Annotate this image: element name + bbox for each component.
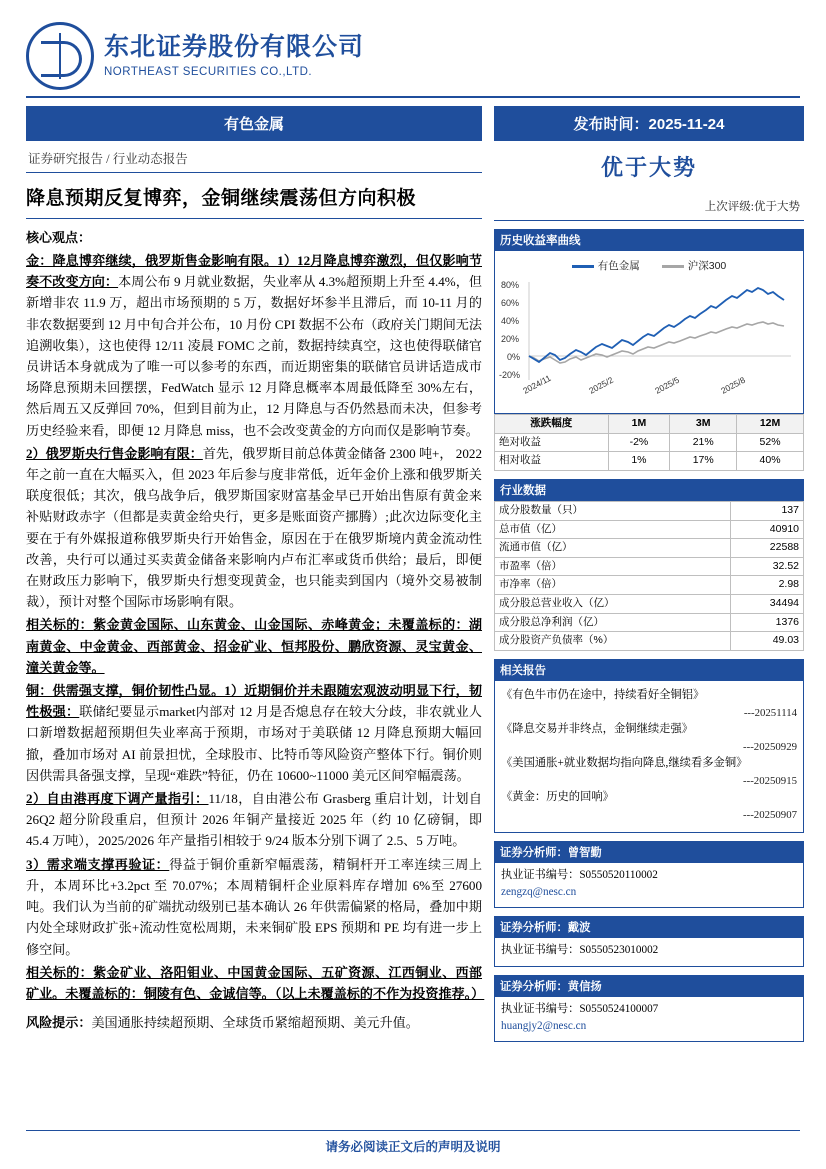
returns-header-row	[495, 415, 804, 434]
returns-row-0-1m: -2%	[608, 433, 670, 452]
paragraph-copper-2	[26, 788, 482, 852]
paragraph-gold-1-body: 本周公布 9 月就业数据，失业率从 4.3%超预期上升至 4.4%，但新增非农 11.9 万，超出市场预期的 5 万，数据好坏参半且滞后，而 10-11 月的非农数据要到 12 月中旬合并公布，10 月份 CPI 数据不公布（政府关门期间无法追溯收集），这也使得 12/11 凌晨 FOMC 之前，数据持续真空，这也使得联储官员讲话本身就成为了唯一可以参考的东西，而近期密集的联储官员讲话造成市场降息预期未回摆摆，FedWatch 显示 12 月降息概率本周最低降至 30%左右，然后周五又反弹回 70%，但到目前为止，12 月降息与否仍然悬而未决，但参考历史经验来看，即便 12 月降息 miss，也不会改变黄金的方向而仅是影响节奏。	[26, 274, 482, 438]
paragraph-copper-targets	[26, 962, 485, 1004]
legend-item-industry	[572, 258, 640, 273]
related-reports-list	[494, 681, 804, 833]
analyst-2-email[interactable]: huangjy2@nesc.cn	[501, 1019, 587, 1032]
analyst-2-role: 证券分析师：	[500, 980, 568, 993]
returns-row-0-label: 绝对收益	[495, 433, 609, 452]
legend-item-benchmark	[662, 258, 727, 273]
returns-header-0: 涨跌幅度	[495, 415, 609, 434]
returns-row-0-3m: 21%	[670, 433, 737, 452]
svg-text:2025/8: 2025/8	[719, 374, 747, 396]
analyst-2-license-label: 执业证书编号：	[501, 1002, 580, 1015]
related-report-0-title: 《有色牛市仍在途中，持续看好全铜铝》	[501, 689, 705, 702]
gold-targets-lead: 相关标的：	[26, 617, 94, 633]
masthead	[26, 22, 800, 98]
table-row	[495, 433, 804, 452]
industry-row-3-label: 市盈率（倍）	[495, 557, 731, 576]
page-footer: 请务必阅读正文后的声明及说明	[26, 1130, 800, 1155]
returns-header-2: 3M	[670, 415, 737, 434]
table-row	[495, 632, 804, 651]
industry-row-4-value: 2.98	[731, 576, 804, 595]
content-columns	[26, 106, 800, 1046]
left-column	[26, 106, 494, 1046]
paragraph-copper-1	[26, 680, 482, 786]
industry-row-1-value: 40910	[731, 520, 804, 539]
industry-row-7-label: 成分股资产负债率（%）	[495, 632, 731, 651]
industry-row-2-label: 流通市值（亿）	[495, 539, 731, 558]
publish-date: 发布时间：2025-11-24	[494, 106, 804, 141]
sector-banner: 有色金属	[26, 106, 482, 141]
analyst-2-license: S0550524100007	[579, 1002, 659, 1015]
analyst-0-email[interactable]: zengzq@nesc.cn	[501, 885, 577, 898]
svg-text:80%: 80%	[501, 280, 520, 290]
paragraph-gold-targets	[26, 614, 482, 678]
paragraph-copper-3-lead: 3）需求端支撑再验证：	[26, 856, 170, 872]
list-item[interactable]	[501, 789, 797, 823]
svg-text:2024/11: 2024/11	[521, 372, 553, 396]
legend-label-benchmark: 沪深300	[687, 260, 727, 272]
chart-title: 历史收益率曲线	[494, 229, 804, 251]
related-report-3-date: ---20250907	[743, 809, 797, 822]
industry-row-6-value: 1376	[731, 613, 804, 632]
analyst-1-header	[494, 916, 804, 938]
analyst-1-license: S0550523010002	[579, 944, 659, 957]
breadcrumb: 证券研究报告 / 行业动态报告	[26, 141, 482, 173]
analyst-1-license-label: 执业证书编号：	[501, 944, 580, 957]
chart-legend	[499, 255, 799, 274]
table-row	[495, 613, 804, 632]
industry-row-5-label: 成分股总营业收入（亿）	[495, 595, 731, 614]
related-report-2-title: 《美国通胀+就业数据均指向降息,继续看多金铜》	[501, 757, 748, 770]
right-column	[494, 106, 804, 1046]
analyst-0-license-label: 执业证书编号：	[501, 868, 580, 881]
industry-data-table	[494, 501, 804, 651]
chart-svg	[499, 274, 797, 406]
analyst-0-name: 曾智勤	[567, 846, 602, 859]
copper-targets-lead: 相关标的：	[26, 964, 94, 980]
returns-header-3: 12M	[737, 415, 804, 434]
paragraph-copper-3-body: 得益于铜价重新窄幅震荡，精铜杆开工率连续三周上升，本周环比+3.2pct 至 70.07%；本周精铜杆企业原料库存增加 6%至 27600 吨。我们认为当前的矿端扰动级别已基本确认 26 年供需偏紧的格局，叠加中期内处全球财政扩张+流动性宽松周期，未来铜矿股 EPS 预期和 PE 均有进一步上修空间。	[26, 856, 483, 957]
list-item[interactable]	[501, 755, 797, 789]
list-item[interactable]	[501, 687, 797, 721]
paragraph-copper-1-body: 联储纪要显示market内部对 12 月是否熄息存在较大分歧，非农就业人口新增数据超预期但失业率高于预期，市场对于美联储 12 月降息预期大幅回撤，叠加市场对 AI 前景担忧，全球股市、比特币等风险资产整体下行。铜价则因供需具备强支撑，呈现“难跌”特征，仍在 10600~11000 美元区间窄幅震荡。	[26, 704, 483, 783]
paragraph-gold-2	[26, 443, 482, 613]
industry-row-5-value: 34494	[731, 595, 804, 614]
table-row	[495, 595, 804, 614]
related-report-3-title: 《黄金：历史的回响》	[501, 791, 614, 804]
related-report-0-date: ---20251114	[743, 706, 797, 719]
paragraph-copper-2-body: 11/18，自由港公布 Grasberg 重启计划，计划自 26Q2 超分阶段重启，但预计 2026 年铜产量接近 2025 年（约 10 亿磅铜，即 45.4 万吨），2025/2026 年产量指引相较于 9/24 版本分别下调了 2.5、5 万吨。	[26, 791, 483, 849]
table-row	[495, 557, 804, 576]
returns-row-1-3m: 17%	[670, 452, 737, 471]
analyst-0-block	[494, 863, 804, 909]
paragraph-copper-2-lead: 2）自由港再度下调产量指引：	[26, 791, 209, 807]
industry-row-4-label: 市净率（倍）	[495, 576, 731, 595]
svg-text:20%: 20%	[501, 334, 520, 344]
paragraph-copper-3	[26, 854, 482, 960]
returns-table	[494, 414, 804, 471]
svg-text:2025/5: 2025/5	[653, 374, 681, 396]
legend-swatch-industry	[572, 265, 594, 268]
svg-text:-20%: -20%	[499, 370, 521, 380]
company-logo-icon	[26, 22, 94, 90]
industry-row-7-value: 49.03	[731, 632, 804, 651]
analyst-2-name: 黄信扬	[567, 980, 602, 993]
rating-value: 优于大势	[600, 155, 697, 180]
returns-row-1-12m: 40%	[737, 452, 804, 471]
risk-label: 风险提示：	[26, 1015, 92, 1031]
svg-text:0%: 0%	[507, 352, 521, 362]
industry-row-3-value: 32.52	[731, 557, 804, 576]
analyst-1-name: 戴波	[567, 922, 591, 935]
industry-row-1-label: 总市值（亿）	[495, 520, 731, 539]
brand-name-cn: 东北证券股份有限公司	[104, 33, 365, 62]
svg-text:40%: 40%	[501, 316, 520, 326]
analyst-0-header	[494, 841, 804, 863]
risk-body: 美国通胀持续超预期、全球货币紧缩超预期、美元升值。	[91, 1015, 419, 1031]
analyst-0-license-line	[501, 867, 797, 884]
returns-header-1: 1M	[608, 415, 670, 434]
industry-row-6-label: 成分股总净利润（亿）	[495, 613, 731, 632]
paragraph-copper-1-lead: 铜：供需强支撑，铜价韧性凸显。1）近期铜价并未跟随宏观波动明显下行，韧性极强：	[26, 683, 482, 720]
table-row	[495, 452, 804, 471]
svg-text:60%: 60%	[501, 298, 520, 308]
paragraph-gold-1	[26, 250, 482, 441]
related-report-1-title: 《降息交易并非终点，金铜继续走强》	[501, 723, 694, 736]
risk-warning	[26, 1012, 482, 1033]
performance-chart	[494, 251, 804, 414]
analyst-1-block	[494, 938, 804, 966]
publish-date-row	[494, 106, 804, 141]
analyst-2-license-line	[501, 1001, 797, 1018]
related-report-1-date: ---20250929	[743, 741, 797, 754]
related-reports-title: 相关报告	[494, 659, 804, 681]
industry-row-0-value: 137	[731, 501, 804, 520]
brand-name-en: NORTHEAST SECURITIES CO.,LTD.	[104, 66, 313, 79]
analyst-2-header	[494, 975, 804, 997]
table-row	[495, 576, 804, 595]
industry-row-2-value: 22588	[731, 539, 804, 558]
gold-targets-body: 紫金黄金国际、山东黄金、山金国际、赤峰黄金；未覆盖标的：湖南黄金、中金黄金、西部黄金、招金矿业、恒邦股份、鹏欣资源、灵宝黄金、潼关黄金等。	[26, 617, 483, 675]
legend-label-industry: 有色金属	[597, 260, 640, 272]
analyst-2-block	[494, 997, 804, 1043]
returns-row-0-12m: 52%	[737, 433, 804, 452]
table-row	[495, 501, 804, 520]
paragraph-gold-2-body: 首先，俄罗斯目前总体黄金储备 2300 吨+， 2022 年之前一直在大幅买入，但 2023 年后参与度非常低，近年金价上涨和俄罗斯关联度很低；其次，俄乌战争后，俄罗斯国家财富基金早已开始出售原有黄金来补贴财政赤字（但都是卖黄金给央行，更多是账面资产挪腾）;此次边际变化主要在于有外媒报道称俄罗斯央行开始售金，原因在于在俄罗斯境内黄金流动性改善，央行可以通过买卖黄金储备来影响内卢布汇率或货币供给；最后，即便在财政压力影响下，俄罗斯央行想变现黄金，也只能卖到国内（境外交易被制裁），预计对整个国际市场影响有限。	[26, 445, 482, 610]
brand-text	[104, 32, 364, 80]
analyst-1-role: 证券分析师：	[500, 922, 568, 935]
svg-text:2025/2: 2025/2	[587, 374, 615, 396]
page-title: 降息预期反复博弈，金铜继续震荡但方向积极	[26, 173, 482, 219]
copper-targets-body: 紫金矿业、洛阳钼业、中国黄金国际、五矿资源、江西铜业、西部矿业。未覆盖标的：铜陵有色、金诚信等。（以上未覆盖标的不作为投资推荐。）	[26, 964, 485, 1001]
previous-rating: 上次评级:优于大势	[704, 201, 800, 213]
legend-swatch-benchmark	[662, 265, 684, 268]
related-report-2-date: ---20250915	[743, 775, 797, 788]
table-row	[495, 520, 804, 539]
table-row	[495, 539, 804, 558]
analyst-0-license: S0550520110002	[579, 868, 658, 881]
rating-box	[494, 141, 804, 221]
returns-row-1-1m: 1%	[608, 452, 670, 471]
analyst-1-license-line	[501, 942, 797, 959]
paragraph-gold-1-lead: 金：降息博弈继续，俄罗斯售金影响有限。1）12月降息博弈激烈，但仅影响节奏不改变方向：	[26, 253, 482, 290]
industry-data-title: 行业数据	[494, 479, 804, 501]
core-view-label: 核心观点：	[26, 230, 92, 245]
returns-row-1-label: 相对收益	[495, 452, 609, 471]
analyst-0-role: 证券分析师：	[500, 846, 568, 859]
paragraph-gold-2-lead: 2）俄罗斯央行售金影响有限：	[26, 445, 203, 461]
list-item[interactable]	[501, 721, 797, 755]
industry-row-0-label: 成分股数量（只）	[495, 501, 731, 520]
